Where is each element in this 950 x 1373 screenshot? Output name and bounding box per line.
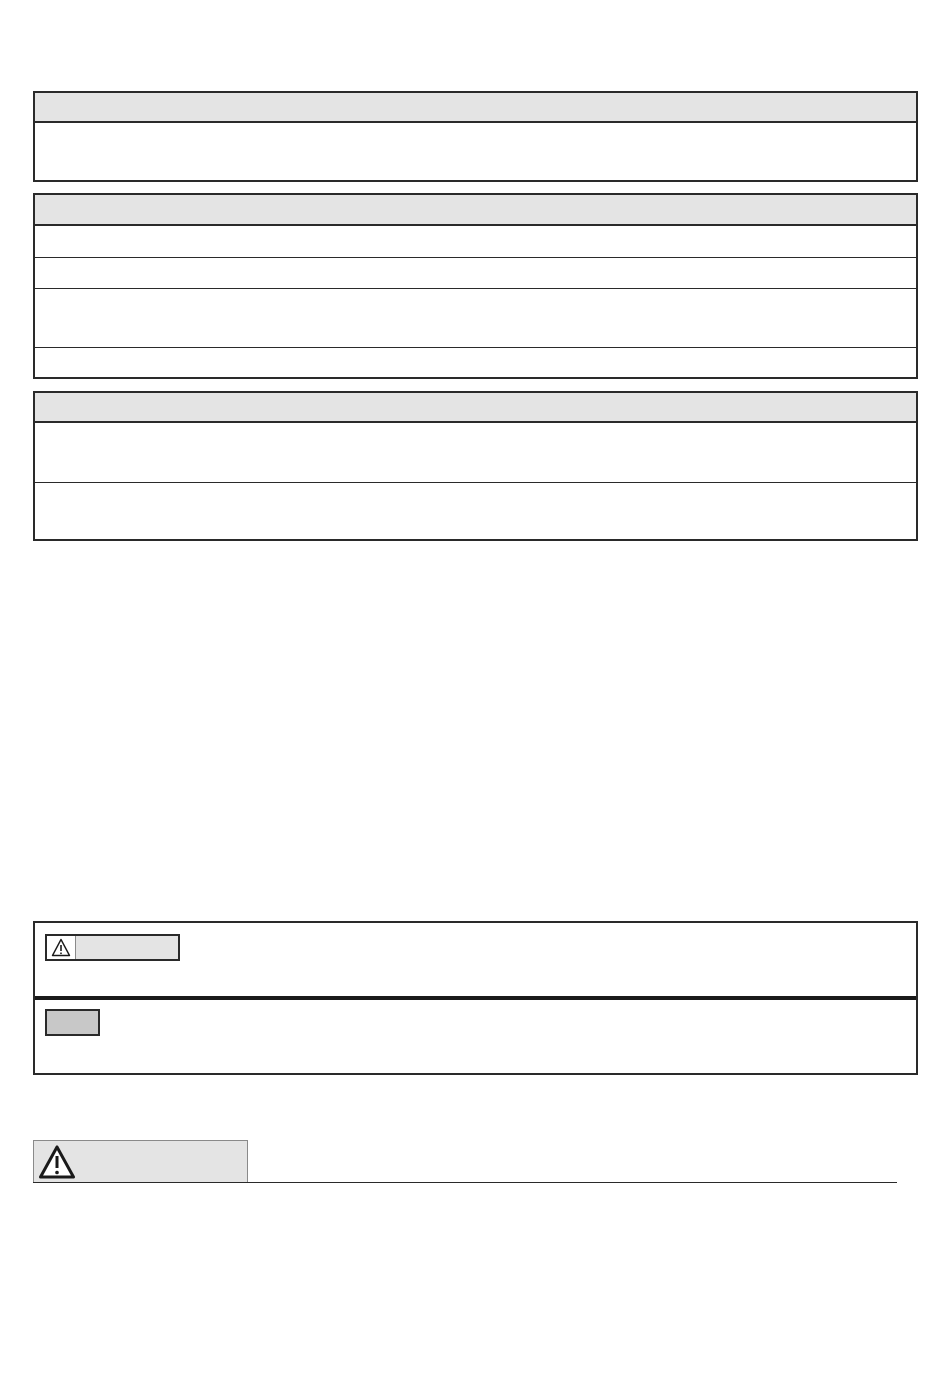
table-row (35, 482, 916, 539)
warning-rule-line (33, 1182, 897, 1183)
caution-section (35, 923, 916, 996)
note-section (35, 1000, 916, 1073)
table-row (35, 347, 916, 377)
table-header (35, 195, 916, 226)
spec-table-3 (33, 391, 918, 541)
caution-triangle-icon (47, 936, 76, 959)
note-badge (45, 1009, 100, 1036)
caution-badge (45, 934, 180, 961)
table-header (35, 393, 916, 423)
table-header (35, 93, 916, 123)
table-row (35, 226, 916, 257)
warning-triangle-icon (37, 1143, 77, 1181)
table-row (35, 257, 916, 288)
warning-heading (33, 1140, 248, 1183)
table-row (35, 123, 916, 180)
table-row (35, 423, 916, 482)
table-row (35, 288, 916, 347)
spec-table-1 (33, 91, 918, 182)
caution-note-box (33, 921, 918, 1075)
spec-table-2 (33, 193, 918, 379)
